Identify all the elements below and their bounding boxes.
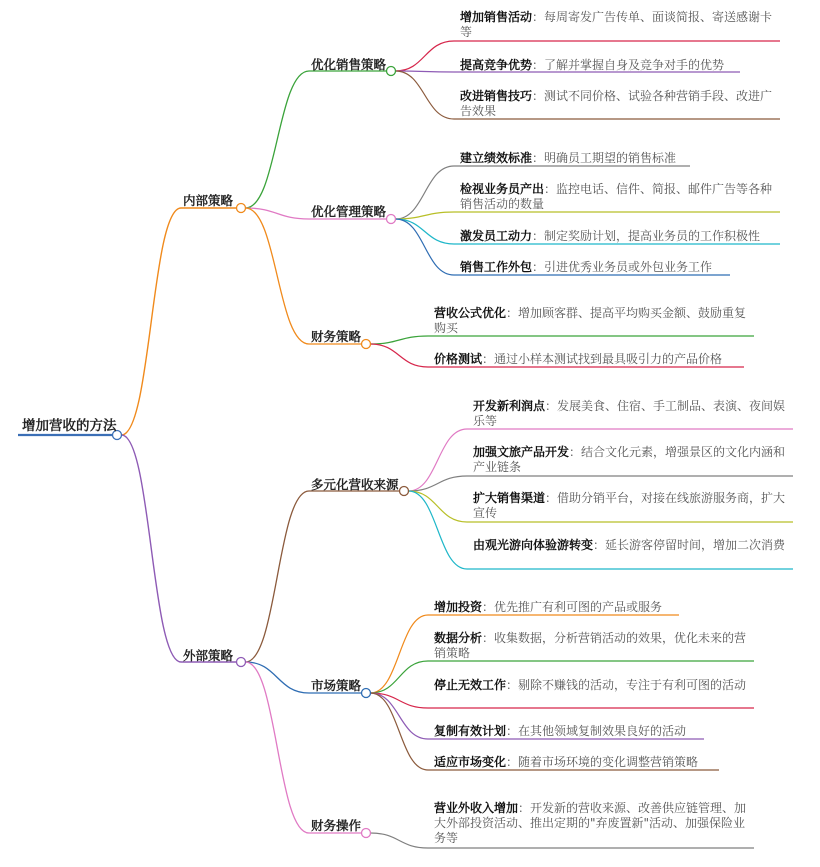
leaf-node (434, 755, 715, 770)
leaf-title: 建立绩效标准 (460, 151, 533, 165)
leaf-title: 营业外收入增加 (434, 801, 519, 815)
branch-node-0: 内部策略 (183, 193, 234, 208)
leaf-description: 明确员工期望的销售标准 (544, 151, 677, 165)
leaf-separator: ： (506, 755, 519, 769)
leaf-node (460, 182, 776, 212)
leaf-separator: ： (532, 229, 545, 243)
leaf-node (473, 445, 789, 475)
leaf-description: 增加顾客群、提高平均购买金额、鼓励重复购买 (434, 306, 747, 335)
leaf-description: 延长游客停留时间，增加二次消费 (605, 538, 786, 552)
leaf-title: 复制有效计划 (434, 724, 507, 738)
leaf-separator: ： (532, 260, 545, 274)
leaf-separator: ： (532, 10, 545, 24)
leaf-node (434, 678, 750, 693)
leaf-separator: ： (532, 89, 545, 103)
leaf-title: 开发新利润点 (473, 399, 546, 413)
leaf-description: 在其他领域复制效果良好的活动 (518, 724, 687, 738)
leaf-node (434, 600, 675, 615)
leaf-node (460, 10, 776, 40)
leaf-title: 停止无效工作 (434, 678, 507, 692)
child-node-0-0: 优化销售策略 (311, 57, 387, 72)
branch-node-1: 外部策略 (183, 648, 234, 663)
leaf-description: 制定奖励计划，提高业务员的工作积极性 (544, 229, 761, 243)
leaf-description: 随着市场环境的变化调整营销策略 (518, 755, 699, 769)
leaf-description: 优先推广有利可图的产品或服务 (494, 600, 663, 614)
leaf-title: 扩大销售渠道 (473, 491, 546, 505)
leaf-node (460, 89, 776, 119)
leaf-description: 了解并掌握自身及竞争对手的优势 (544, 58, 725, 72)
leaf-node (434, 724, 700, 739)
leaf-separator: ： (593, 538, 606, 552)
child-node-0-2: 财务策略 (311, 329, 362, 344)
leaf-node (460, 229, 776, 244)
leaf-description: 开发新的营收来源、改善供应链管理、加大外部投资活动、推出定期的"弃废置新"活动、加强保险业务等 (434, 801, 747, 845)
leaf-node (460, 151, 686, 166)
child-node-0-1: 优化管理策略 (311, 204, 387, 219)
leaf-node (434, 352, 740, 367)
leaf-node (473, 491, 789, 521)
leaf-separator: ： (569, 445, 582, 459)
leaf-node (434, 306, 750, 336)
root-node: 增加营收的方法 (22, 418, 117, 434)
leaf-title: 销售工作外包 (460, 260, 533, 274)
leaf-description: 监控电话、信件、简报、邮件广告等各种销售活动的数量 (460, 182, 773, 211)
leaf-separator: ： (532, 58, 545, 72)
leaf-title: 加强文旅产品开发 (473, 445, 570, 459)
leaf-description: 发展美食、住宿、手工制品、表演、夜间娱乐等 (473, 399, 786, 428)
leaf-node (434, 631, 750, 661)
child-node-1-2: 财务操作 (311, 818, 362, 833)
leaf-description: 剔除不赚钱的活动，专注于有利可图的活动 (518, 678, 747, 692)
leaf-separator: ： (482, 600, 495, 614)
leaf-separator: ： (506, 678, 519, 692)
leaf-separator: ： (506, 724, 519, 738)
leaf-node (460, 58, 736, 73)
leaf-node (460, 260, 726, 275)
leaf-separator: ： (482, 352, 495, 366)
leaf-title: 检视业务员产出 (460, 182, 545, 196)
leaf-separator: ： (482, 631, 495, 645)
leaf-separator: ： (518, 801, 531, 815)
leaf-description: 引进优秀业务员或外包业务工作 (544, 260, 713, 274)
child-node-1-1: 市场策略 (311, 678, 362, 693)
leaf-title: 营收公式优化 (434, 306, 507, 320)
leaf-title: 激发员工动力 (460, 229, 533, 243)
leaf-title: 适应市场变化 (434, 755, 507, 769)
leaf-node (434, 801, 750, 846)
leaf-title: 价格测试 (434, 352, 483, 366)
leaf-title: 增加销售活动 (460, 10, 533, 24)
leaf-description: 每周寄发广告传单、面谈简报、寄送感谢卡等 (460, 10, 773, 39)
leaf-separator: ： (544, 182, 557, 196)
leaf-description: 结合文化元素，增强景区的文化内涵和产业链条 (473, 445, 786, 474)
leaf-separator: ： (532, 151, 545, 165)
leaf-description: 测试不同价格、试验各种营销手段、改进广告效果 (460, 89, 773, 118)
child-node-1-0: 多元化营收来源 (311, 477, 399, 492)
leaf-title: 由观光游向体验游转变 (473, 538, 594, 552)
leaf-title: 提高竞争优势 (460, 58, 533, 72)
leaf-title: 数据分析 (434, 631, 483, 645)
leaf-separator: ： (545, 491, 558, 505)
leaf-separator: ： (506, 306, 519, 320)
leaf-node (473, 538, 789, 553)
leaf-description: 收集数据，分析营销活动的效果，优化未来的营销策略 (434, 631, 747, 660)
leaf-node (473, 399, 789, 429)
leaf-description: 借助分销平台，对接在线旅游服务商，扩大宣传 (473, 491, 786, 520)
leaf-title: 改进销售技巧 (460, 89, 533, 103)
leaf-title: 增加投资 (434, 600, 483, 614)
leaf-separator: ： (545, 399, 558, 413)
leaf-description: 通过小样本测试找到最具吸引力的产品价格 (494, 352, 723, 366)
